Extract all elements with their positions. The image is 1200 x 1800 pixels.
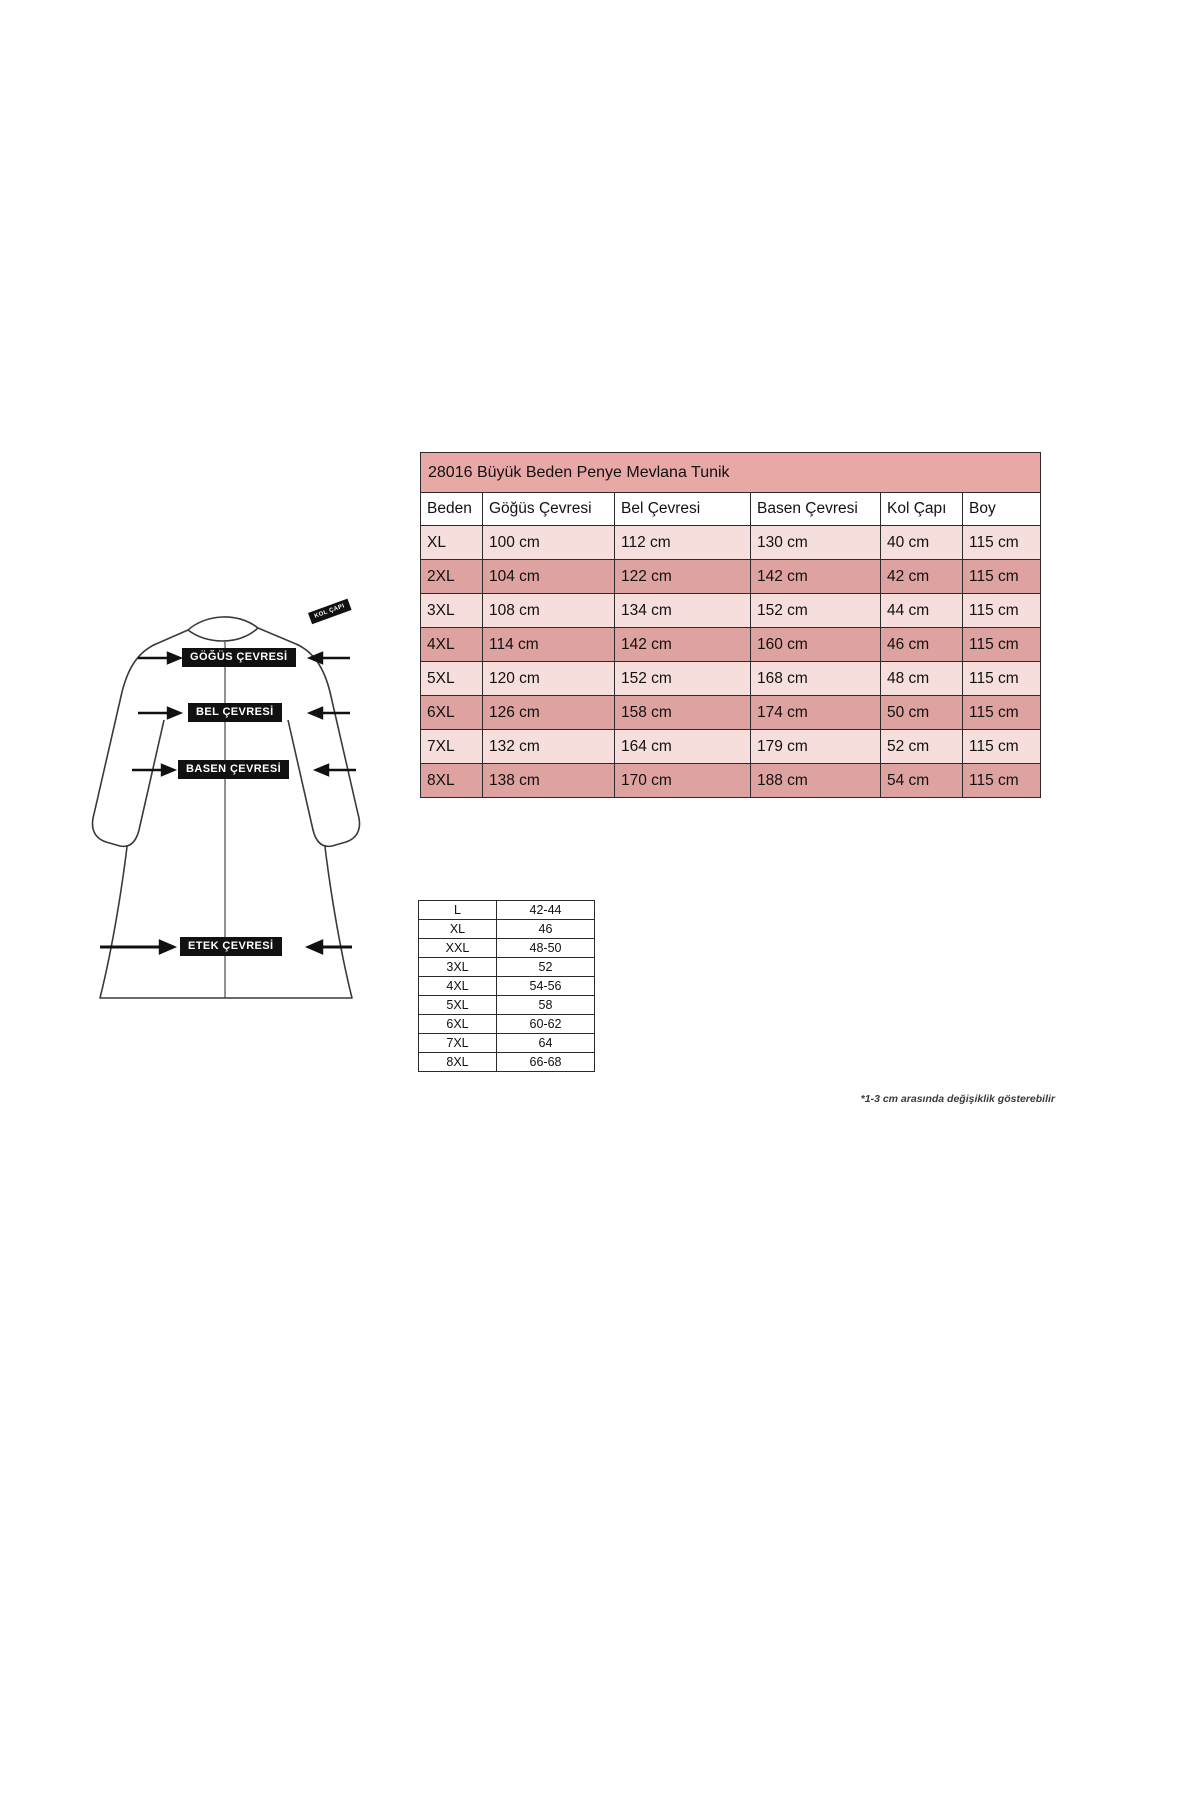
conversion-numeric: 54-56: [497, 977, 595, 996]
cell-gogus: 100 cm: [483, 526, 615, 560]
table-row: [421, 560, 1041, 594]
table-row: [421, 696, 1041, 730]
conversion-numeric: 42-44: [497, 901, 595, 920]
conversion-row: [419, 996, 595, 1015]
diagram-label-chest: GÖĞÜS ÇEVRESİ: [182, 648, 296, 667]
conversion-size: 6XL: [419, 1015, 497, 1034]
cell-gogus: 126 cm: [483, 696, 615, 730]
cell-gogus: 114 cm: [483, 628, 615, 662]
conversion-row: [419, 939, 595, 958]
conversion-row: [419, 1034, 595, 1053]
diagram-label-sleeve: KOL ÇAPI: [308, 599, 351, 625]
cell-basen: 179 cm: [751, 730, 881, 764]
cell-kol: 42 cm: [881, 560, 963, 594]
column-header-gogus: Göğüs Çevresi: [483, 493, 615, 526]
cell-beden: 8XL: [421, 764, 483, 798]
garment-diagram: [60, 600, 420, 1060]
conversion-numeric: 46: [497, 920, 595, 939]
cell-basen: 142 cm: [751, 560, 881, 594]
cell-kol: 46 cm: [881, 628, 963, 662]
cell-boy: 115 cm: [963, 696, 1041, 730]
cell-boy: 115 cm: [963, 730, 1041, 764]
cell-bel: 170 cm: [615, 764, 751, 798]
conversion-numeric: 60-62: [497, 1015, 595, 1034]
conversion-row: [419, 977, 595, 996]
size-conversion-table: [418, 900, 595, 1072]
column-header-basen: Basen Çevresi: [751, 493, 881, 526]
cell-beden: XL: [421, 526, 483, 560]
cell-boy: 115 cm: [963, 526, 1041, 560]
cell-kol: 44 cm: [881, 594, 963, 628]
cell-boy: 115 cm: [963, 628, 1041, 662]
cell-bel: 134 cm: [615, 594, 751, 628]
diagram-label-hem: ETEK ÇEVRESİ: [180, 937, 282, 956]
column-header-bel: Bel Çevresi: [615, 493, 751, 526]
cell-boy: 115 cm: [963, 560, 1041, 594]
column-header-kol: Kol Çapı: [881, 493, 963, 526]
conversion-row: [419, 1053, 595, 1072]
conversion-size: 5XL: [419, 996, 497, 1015]
cell-kol: 40 cm: [881, 526, 963, 560]
conversion-row: [419, 958, 595, 977]
table-title-row: [421, 453, 1041, 493]
table-row: [421, 594, 1041, 628]
cell-beden: 5XL: [421, 662, 483, 696]
cell-basen: 168 cm: [751, 662, 881, 696]
conversion-row: [419, 920, 595, 939]
cell-bel: 152 cm: [615, 662, 751, 696]
cell-kol: 48 cm: [881, 662, 963, 696]
tunic-outline-icon: [60, 600, 420, 1060]
cell-beden: 6XL: [421, 696, 483, 730]
conversion-size: XXL: [419, 939, 497, 958]
conversion-numeric: 52: [497, 958, 595, 977]
cell-beden: 7XL: [421, 730, 483, 764]
column-header-beden: Beden: [421, 493, 483, 526]
conversion-size: 8XL: [419, 1053, 497, 1072]
table-row: [421, 526, 1041, 560]
page-title: 28016 Büyük Beden Penye Mevlana Tunik: [421, 453, 1041, 493]
cell-boy: 115 cm: [963, 662, 1041, 696]
conversion-size: XL: [419, 920, 497, 939]
cell-kol: 50 cm: [881, 696, 963, 730]
diagram-label-waist: BEL ÇEVRESİ: [188, 703, 282, 722]
conversion-numeric: 66-68: [497, 1053, 595, 1072]
cell-basen: 174 cm: [751, 696, 881, 730]
cell-bel: 164 cm: [615, 730, 751, 764]
conversion-size: 3XL: [419, 958, 497, 977]
size-measurement-table: [420, 452, 1041, 798]
cell-gogus: 120 cm: [483, 662, 615, 696]
cell-boy: 115 cm: [963, 764, 1041, 798]
conversion-size: 4XL: [419, 977, 497, 996]
cell-beden: 2XL: [421, 560, 483, 594]
conversion-size: 7XL: [419, 1034, 497, 1053]
cell-basen: 188 cm: [751, 764, 881, 798]
table-row: [421, 730, 1041, 764]
table-row: [421, 764, 1041, 798]
table-row: [421, 628, 1041, 662]
cell-bel: 158 cm: [615, 696, 751, 730]
conversion-numeric: 48-50: [497, 939, 595, 958]
cell-gogus: 108 cm: [483, 594, 615, 628]
conversion-numeric: 64: [497, 1034, 595, 1053]
cell-gogus: 138 cm: [483, 764, 615, 798]
conversion-numeric: 58: [497, 996, 595, 1015]
column-header-boy: Boy: [963, 493, 1041, 526]
cell-basen: 160 cm: [751, 628, 881, 662]
cell-basen: 152 cm: [751, 594, 881, 628]
tolerance-footnote: *1-3 cm arasında değişiklik gösterebilir: [860, 1093, 1055, 1105]
cell-gogus: 104 cm: [483, 560, 615, 594]
table-row: [421, 662, 1041, 696]
cell-bel: 122 cm: [615, 560, 751, 594]
cell-kol: 54 cm: [881, 764, 963, 798]
cell-gogus: 132 cm: [483, 730, 615, 764]
conversion-size: L: [419, 901, 497, 920]
cell-basen: 130 cm: [751, 526, 881, 560]
cell-kol: 52 cm: [881, 730, 963, 764]
cell-beden: 4XL: [421, 628, 483, 662]
conversion-row: [419, 1015, 595, 1034]
conversion-row: [419, 901, 595, 920]
table-header-row: [421, 493, 1041, 526]
diagram-label-hip: BASEN ÇEVRESİ: [178, 760, 289, 779]
cell-beden: 3XL: [421, 594, 483, 628]
cell-boy: 115 cm: [963, 594, 1041, 628]
cell-bel: 142 cm: [615, 628, 751, 662]
cell-bel: 112 cm: [615, 526, 751, 560]
